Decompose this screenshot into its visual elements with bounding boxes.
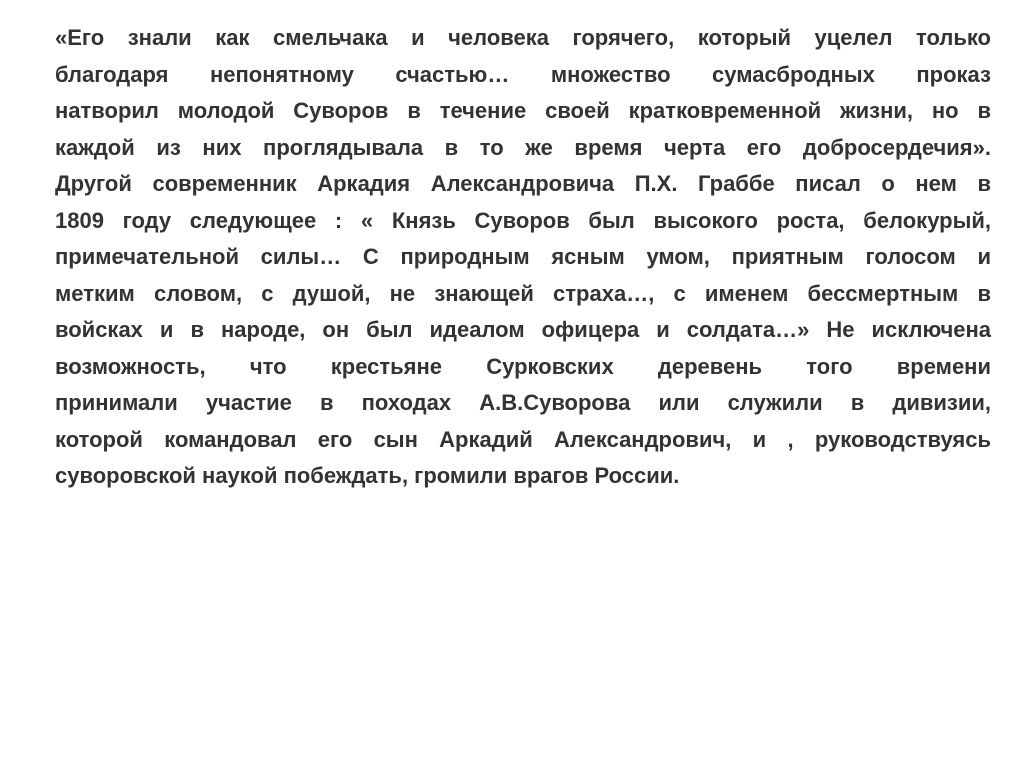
text-line: войсках и в народе, он был идеалом офицера и солдата…» Не исключена	[55, 317, 991, 342]
text-line: примечательной силы… С природным ясным умом, приятным голосом и	[55, 244, 991, 269]
text-line: натворил молодой Суворов в течение своей кратковременной жизни, но в	[55, 98, 991, 123]
text-line: возможность, что крестьяне Сурковских деревень того времени	[55, 353, 991, 379]
text-line: каждой из них проглядывала в то же время черта его добросердечия».	[55, 134, 991, 160]
text-line: «Его знали как смельчака и человека горячего, который уцелел только	[55, 25, 991, 50]
text-line-last: суворовской наукой побеждать, громили врагов России.	[55, 463, 680, 488]
text-line: метким словом, с душой, не знающей страха…, с именем бессмертным в	[55, 280, 991, 306]
text-line: принимали участие в походах А.В.Суворова или служили в дивизии,	[55, 390, 991, 415]
text-line: которой командовал его сын Аркадий Александрович, и , руководствуясь	[55, 426, 991, 452]
text-line: благодаря непонятному счастью… множество сумасбродных проказ	[55, 61, 991, 87]
text-line: Другой современник Аркадия Александровича П.Х. Граббе писал о нем в	[55, 171, 991, 196]
body-text	[55, 20, 991, 495]
text-line: 1809 году следующее : « Князь Суворов был высокого роста, белокурый,	[55, 207, 991, 233]
